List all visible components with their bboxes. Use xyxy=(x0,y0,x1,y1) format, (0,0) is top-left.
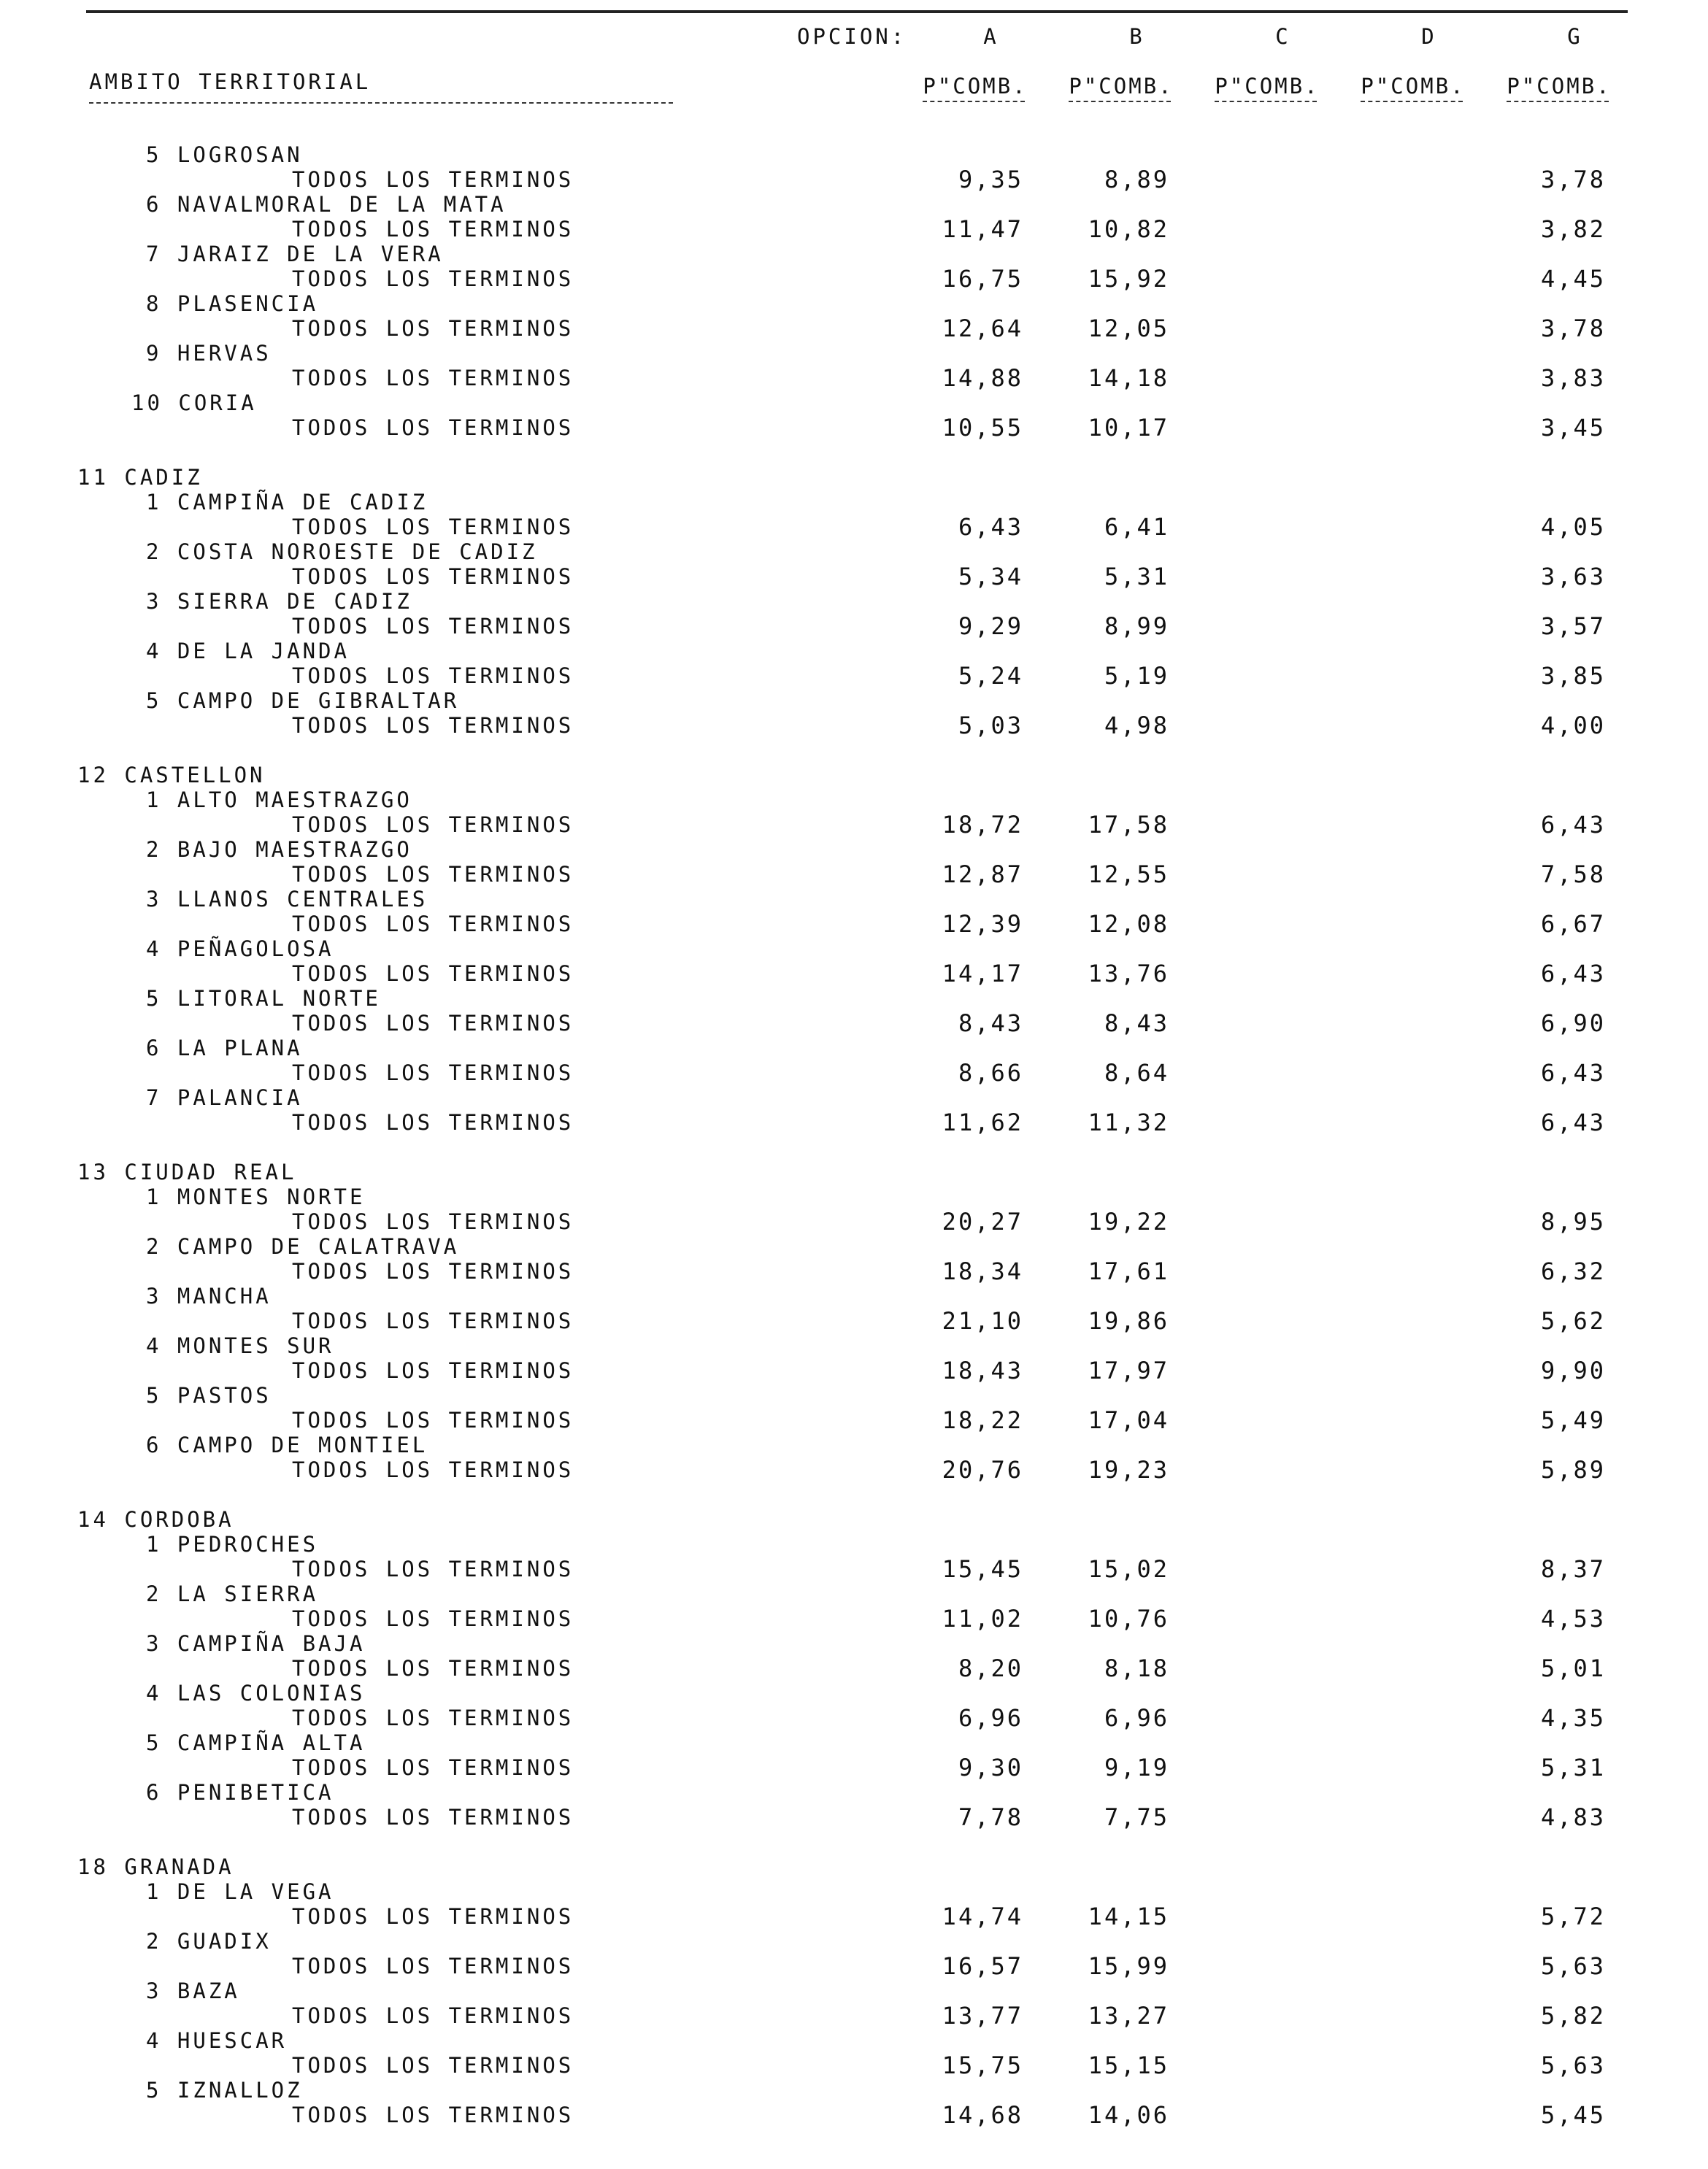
terminos-label: TODOS LOS TERMINOS xyxy=(292,266,574,291)
value-g: 8,37 xyxy=(1540,1555,1606,1583)
terminos-row xyxy=(0,960,1708,987)
column-unit-a: P"COMB. xyxy=(923,74,1028,99)
value-a: 14,68 xyxy=(942,2101,1023,2129)
value-g: 5,89 xyxy=(1540,1456,1606,1484)
comarca-row xyxy=(0,638,1708,664)
terminos-label: TODOS LOS TERMINOS xyxy=(292,1706,574,1730)
value-b: 8,99 xyxy=(1104,612,1169,640)
value-a: 5,34 xyxy=(958,563,1023,590)
province-row xyxy=(0,762,1708,788)
value-a: 15,45 xyxy=(942,1555,1023,1583)
terminos-row xyxy=(0,1953,1708,1979)
terminos-label: TODOS LOS TERMINOS xyxy=(292,1904,574,1929)
value-g: 4,53 xyxy=(1540,1605,1606,1633)
terminos-row xyxy=(0,1060,1708,1086)
value-g: 4,45 xyxy=(1540,265,1606,293)
column-letter-d: D xyxy=(1421,24,1434,49)
comarca-row xyxy=(0,588,1708,615)
terminos-row xyxy=(0,415,1708,441)
value-g: 6,43 xyxy=(1540,960,1606,987)
terminos-label: TODOS LOS TERMINOS xyxy=(292,1656,574,1681)
value-g: 6,43 xyxy=(1540,1059,1606,1087)
terminos-label: TODOS LOS TERMINOS xyxy=(292,1060,574,1085)
value-a: 10,55 xyxy=(942,414,1023,442)
value-a: 9,29 xyxy=(958,612,1023,640)
terminos-row xyxy=(0,166,1708,193)
value-b: 13,27 xyxy=(1088,2002,1169,2030)
terminos-row xyxy=(0,2102,1708,2128)
value-a: 13,77 xyxy=(942,2002,1023,2030)
terminos-label: TODOS LOS TERMINOS xyxy=(292,1755,574,1780)
terminos-label: TODOS LOS TERMINOS xyxy=(292,912,574,936)
comarca-name: 3 LLANOS CENTRALES xyxy=(146,887,428,912)
terminos-row xyxy=(0,812,1708,838)
value-a: 18,72 xyxy=(942,811,1023,839)
value-g: 5,01 xyxy=(1540,1654,1606,1682)
terminos-label: TODOS LOS TERMINOS xyxy=(292,2103,574,2127)
comarca-row xyxy=(0,390,1708,416)
value-b: 14,18 xyxy=(1088,364,1169,392)
province-row xyxy=(0,1159,1708,1185)
comarca-name: 3 MANCHA xyxy=(146,1284,272,1309)
value-g: 3,78 xyxy=(1540,166,1606,193)
terminos-label: TODOS LOS TERMINOS xyxy=(292,1606,574,1631)
terminos-label: TODOS LOS TERMINOS xyxy=(292,515,574,539)
comarca-row xyxy=(0,489,1708,515)
province-name: 18 GRANADA xyxy=(77,1854,234,1879)
value-b: 6,41 xyxy=(1104,513,1169,541)
comarca-name: 7 PALANCIA xyxy=(146,1085,303,1110)
terminos-row xyxy=(0,1357,1708,1384)
comarca-row xyxy=(0,687,1708,714)
column-unit-c: P"COMB. xyxy=(1215,74,1320,99)
value-g: 9,90 xyxy=(1540,1357,1606,1384)
value-b: 7,75 xyxy=(1104,1803,1169,1831)
value-b: 8,18 xyxy=(1104,1654,1169,1682)
value-a: 14,88 xyxy=(942,364,1023,392)
value-g: 6,43 xyxy=(1540,811,1606,839)
comarca-name: 2 CAMPO DE CALATRAVA xyxy=(146,1234,460,1259)
value-b: 10,82 xyxy=(1088,215,1169,243)
terminos-row xyxy=(0,365,1708,391)
comarca-row xyxy=(0,2077,1708,2103)
value-g: 8,95 xyxy=(1540,1208,1606,1236)
value-g: 6,43 xyxy=(1540,1109,1606,1136)
comarca-name: 6 PENIBETICA xyxy=(146,1780,334,1805)
comarca-name: 1 PEDROCHES xyxy=(146,1532,319,1557)
terminos-row xyxy=(0,1010,1708,1036)
comarca-name: 5 LITORAL NORTE xyxy=(146,986,381,1011)
terminos-label: TODOS LOS TERMINOS xyxy=(292,614,574,639)
comarca-name: 8 PLASENCIA xyxy=(146,291,319,316)
terminos-label: TODOS LOS TERMINOS xyxy=(292,961,574,986)
terminos-row xyxy=(0,1308,1708,1334)
terminos-label: TODOS LOS TERMINOS xyxy=(292,564,574,589)
column-unit-g: P"COMB. xyxy=(1507,74,1612,99)
value-a: 5,24 xyxy=(958,662,1023,690)
value-b: 6,96 xyxy=(1104,1704,1169,1732)
terminos-label: TODOS LOS TERMINOS xyxy=(292,2053,574,2078)
comarca-row xyxy=(0,836,1708,863)
value-g: 5,45 xyxy=(1540,2101,1606,2129)
terminos-label: TODOS LOS TERMINOS xyxy=(292,1408,574,1433)
value-a: 14,17 xyxy=(942,960,1023,987)
comarca-row xyxy=(0,340,1708,366)
terminos-label: TODOS LOS TERMINOS xyxy=(292,1011,574,1036)
terminos-label: TODOS LOS TERMINOS xyxy=(292,1209,574,1234)
comarca-row xyxy=(0,2027,1708,2054)
comarca-name: 1 DE LA VEGA xyxy=(146,1879,334,1904)
comarca-row xyxy=(0,1382,1708,1409)
value-b: 5,19 xyxy=(1104,662,1169,690)
comarca-name: 4 HUESCAR xyxy=(146,2028,288,2053)
value-a: 20,27 xyxy=(942,1208,1023,1236)
terminos-row xyxy=(0,514,1708,540)
terminos-label: TODOS LOS TERMINOS xyxy=(292,415,574,440)
value-b: 14,06 xyxy=(1088,2101,1169,2129)
value-b: 19,86 xyxy=(1088,1307,1169,1335)
opcion-label: OPCION: xyxy=(797,24,907,49)
value-a: 8,66 xyxy=(958,1059,1023,1087)
comarca-row xyxy=(0,1233,1708,1260)
comarca-row xyxy=(0,191,1708,217)
value-b: 17,61 xyxy=(1088,1257,1169,1285)
comarca-row xyxy=(0,290,1708,317)
terminos-row xyxy=(0,1109,1708,1136)
terminos-row xyxy=(0,1705,1708,1731)
comarca-name: 4 PEÑAGOLOSA xyxy=(146,936,334,961)
value-g: 5,63 xyxy=(1540,2052,1606,2079)
value-g: 7,58 xyxy=(1540,860,1606,888)
value-g: 5,49 xyxy=(1540,1406,1606,1434)
comarca-name: 9 HERVAS xyxy=(146,341,272,366)
comarca-row xyxy=(0,1779,1708,1806)
value-a: 7,78 xyxy=(958,1803,1023,1831)
value-b: 13,76 xyxy=(1088,960,1169,987)
comarca-name: 6 LA PLANA xyxy=(146,1036,303,1060)
value-g: 6,90 xyxy=(1540,1009,1606,1037)
terminos-label: TODOS LOS TERMINOS xyxy=(292,1457,574,1482)
column-letter-c: C xyxy=(1275,24,1288,49)
value-a: 8,43 xyxy=(958,1009,1023,1037)
value-g: 3,83 xyxy=(1540,364,1606,392)
comarca-name: 4 DE LA JANDA xyxy=(146,639,350,663)
column-letter-b: B xyxy=(1129,24,1142,49)
comarca-name: 7 JARAIZ DE LA VERA xyxy=(146,242,444,266)
value-b: 19,22 xyxy=(1088,1208,1169,1236)
value-b: 12,55 xyxy=(1088,860,1169,888)
province-row xyxy=(0,1854,1708,1880)
value-b: 8,89 xyxy=(1104,166,1169,193)
comarca-row xyxy=(0,1333,1708,1359)
value-b: 10,76 xyxy=(1088,1605,1169,1633)
terminos-label: TODOS LOS TERMINOS xyxy=(292,713,574,738)
province-name: 13 CIUDAD REAL xyxy=(77,1160,297,1184)
value-b: 12,05 xyxy=(1088,315,1169,342)
province-name: 14 CORDOBA xyxy=(77,1507,234,1532)
value-g: 5,31 xyxy=(1540,1754,1606,1781)
value-a: 15,75 xyxy=(942,2052,1023,2079)
value-g: 3,63 xyxy=(1540,563,1606,590)
comarca-row xyxy=(0,1730,1708,1756)
terminos-row xyxy=(0,861,1708,887)
comarca-name: 5 LOGROSAN xyxy=(146,142,303,167)
terminos-row xyxy=(0,1209,1708,1235)
value-g: 3,57 xyxy=(1540,612,1606,640)
value-g: 4,00 xyxy=(1540,712,1606,739)
value-a: 12,39 xyxy=(942,910,1023,938)
value-b: 12,08 xyxy=(1088,910,1169,938)
column-unit-d: P"COMB. xyxy=(1361,74,1466,99)
value-a: 20,76 xyxy=(942,1456,1023,1484)
comarca-name: 6 CAMPO DE MONTIEL xyxy=(146,1433,428,1457)
province-row xyxy=(0,1506,1708,1533)
terminos-row xyxy=(0,1407,1708,1433)
ambito-title: AMBITO TERRITORIAL xyxy=(89,69,372,94)
comarca-row xyxy=(0,1531,1708,1557)
terminos-row xyxy=(0,1655,1708,1681)
value-a: 18,34 xyxy=(942,1257,1023,1285)
value-a: 11,62 xyxy=(942,1109,1023,1136)
comarca-row xyxy=(0,1432,1708,1458)
value-a: 6,43 xyxy=(958,513,1023,541)
comarca-name: 2 BAJO MAESTRAZGO xyxy=(146,837,412,862)
value-g: 4,35 xyxy=(1540,1704,1606,1732)
value-g: 6,67 xyxy=(1540,910,1606,938)
terminos-label: TODOS LOS TERMINOS xyxy=(292,1805,574,1830)
terminos-row xyxy=(0,266,1708,292)
value-g: 5,63 xyxy=(1540,1952,1606,1980)
terminos-label: TODOS LOS TERMINOS xyxy=(292,167,574,192)
terminos-label: TODOS LOS TERMINOS xyxy=(292,1110,574,1135)
value-a: 14,74 xyxy=(942,1903,1023,1930)
comarca-row xyxy=(0,1630,1708,1657)
comarca-row xyxy=(0,539,1708,565)
terminos-row xyxy=(0,1457,1708,1483)
comarca-name: 3 CAMPIÑA BAJA xyxy=(146,1631,366,1656)
column-letter-a: A xyxy=(983,24,996,49)
comarca-name: 2 LA SIERRA xyxy=(146,1582,319,1606)
value-b: 4,98 xyxy=(1104,712,1169,739)
comarca-name: 2 COSTA NOROESTE DE CADIZ xyxy=(146,539,538,564)
comarca-name: 3 SIERRA DE CADIZ xyxy=(146,589,412,614)
value-b: 17,04 xyxy=(1088,1406,1169,1434)
terminos-label: TODOS LOS TERMINOS xyxy=(292,812,574,837)
terminos-row xyxy=(0,663,1708,689)
value-b: 8,43 xyxy=(1104,1009,1169,1037)
comarca-row xyxy=(0,886,1708,912)
comarca-name: 1 CAMPIÑA DE CADIZ xyxy=(146,490,428,515)
terminos-row xyxy=(0,1556,1708,1582)
value-g: 6,32 xyxy=(1540,1257,1606,1285)
comarca-row xyxy=(0,1978,1708,2004)
province-name: 12 CASTELLON xyxy=(77,763,266,787)
terminos-label: TODOS LOS TERMINOS xyxy=(292,1259,574,1284)
comarca-name: 1 ALTO MAESTRAZGO xyxy=(146,787,412,812)
value-a: 8,20 xyxy=(958,1654,1023,1682)
value-g: 3,78 xyxy=(1540,315,1606,342)
value-b: 17,97 xyxy=(1088,1357,1169,1384)
comarca-row xyxy=(0,1680,1708,1706)
terminos-label: TODOS LOS TERMINOS xyxy=(292,366,574,390)
value-g: 5,82 xyxy=(1540,2002,1606,2030)
comarca-name: 3 BAZA xyxy=(146,1979,240,2003)
value-b: 15,99 xyxy=(1088,1952,1169,1980)
value-a: 12,64 xyxy=(942,315,1023,342)
comarca-name: 5 IZNALLOZ xyxy=(146,2078,303,2103)
value-a: 11,02 xyxy=(942,1605,1023,1633)
value-a: 16,57 xyxy=(942,1952,1023,1980)
comarca-row xyxy=(0,787,1708,813)
value-a: 6,96 xyxy=(958,1704,1023,1732)
comarca-name: 6 NAVALMORAL DE LA MATA xyxy=(146,192,507,217)
comarca-row xyxy=(0,1184,1708,1210)
value-g: 5,62 xyxy=(1540,1307,1606,1335)
value-b: 5,31 xyxy=(1104,563,1169,590)
province-row xyxy=(0,464,1708,490)
value-b: 10,17 xyxy=(1088,414,1169,442)
comarca-row xyxy=(0,1035,1708,1061)
value-a: 12,87 xyxy=(942,860,1023,888)
terminos-row xyxy=(0,1903,1708,1930)
comarca-row xyxy=(0,936,1708,962)
terminos-row xyxy=(0,2003,1708,2029)
column-unit-b: P"COMB. xyxy=(1069,74,1174,99)
comarca-row xyxy=(0,1581,1708,1607)
value-g: 5,72 xyxy=(1540,1903,1606,1930)
value-g: 3,45 xyxy=(1540,414,1606,442)
comarca-row xyxy=(0,241,1708,267)
value-g: 4,05 xyxy=(1540,513,1606,541)
value-a: 21,10 xyxy=(942,1307,1023,1335)
terminos-label: TODOS LOS TERMINOS xyxy=(292,862,574,887)
comarca-name: 5 CAMPO DE GIBRALTAR xyxy=(146,688,460,713)
terminos-row xyxy=(0,1754,1708,1781)
value-g: 4,83 xyxy=(1540,1803,1606,1831)
comarca-name: 10 CORIA xyxy=(131,390,257,415)
comarca-row xyxy=(0,1879,1708,1905)
comarca-row xyxy=(0,985,1708,1012)
value-b: 15,02 xyxy=(1088,1555,1169,1583)
comarca-name: 5 PASTOS xyxy=(146,1383,272,1408)
value-b: 15,92 xyxy=(1088,265,1169,293)
value-a: 11,47 xyxy=(942,215,1023,243)
value-b: 9,19 xyxy=(1104,1754,1169,1781)
terminos-row xyxy=(0,712,1708,739)
terminos-row xyxy=(0,563,1708,590)
terminos-label: TODOS LOS TERMINOS xyxy=(292,1309,574,1333)
value-b: 8,64 xyxy=(1104,1059,1169,1087)
value-b: 19,23 xyxy=(1088,1456,1169,1484)
terminos-row xyxy=(0,1606,1708,1632)
terminos-row xyxy=(0,315,1708,342)
terminos-row xyxy=(0,2052,1708,2079)
province-name: 11 CADIZ xyxy=(77,465,203,490)
value-g: 3,85 xyxy=(1540,662,1606,690)
comarca-name: 4 LAS COLONIAS xyxy=(146,1681,366,1706)
value-b: 17,58 xyxy=(1088,811,1169,839)
terminos-row xyxy=(0,1258,1708,1284)
terminos-label: TODOS LOS TERMINOS xyxy=(292,217,574,242)
value-a: 9,35 xyxy=(958,166,1023,193)
value-a: 18,22 xyxy=(942,1406,1023,1434)
terminos-label: TODOS LOS TERMINOS xyxy=(292,2003,574,2028)
value-a: 18,43 xyxy=(942,1357,1023,1384)
value-a: 9,30 xyxy=(958,1754,1023,1781)
comarca-row xyxy=(0,1928,1708,1954)
terminos-label: TODOS LOS TERMINOS xyxy=(292,1557,574,1582)
terminos-row xyxy=(0,911,1708,937)
value-b: 14,15 xyxy=(1088,1903,1169,1930)
comarca-name: 1 MONTES NORTE xyxy=(146,1184,366,1209)
comarca-row xyxy=(0,1084,1708,1111)
comarca-name: 4 MONTES SUR xyxy=(146,1333,334,1358)
value-g: 3,82 xyxy=(1540,215,1606,243)
terminos-label: TODOS LOS TERMINOS xyxy=(292,1954,574,1979)
terminos-row xyxy=(0,1804,1708,1830)
terminos-row xyxy=(0,216,1708,242)
comarca-name: 5 CAMPIÑA ALTA xyxy=(146,1730,366,1755)
comarca-row xyxy=(0,142,1708,168)
value-b: 15,15 xyxy=(1088,2052,1169,2079)
terminos-label: TODOS LOS TERMINOS xyxy=(292,663,574,688)
comarca-row xyxy=(0,1283,1708,1309)
terminos-label: TODOS LOS TERMINOS xyxy=(292,316,574,341)
value-b: 11,32 xyxy=(1088,1109,1169,1136)
value-a: 5,03 xyxy=(958,712,1023,739)
terminos-label: TODOS LOS TERMINOS xyxy=(292,1358,574,1383)
value-a: 16,75 xyxy=(942,265,1023,293)
column-letter-g: G xyxy=(1567,24,1580,49)
terminos-row xyxy=(0,613,1708,639)
comarca-name: 2 GUADIX xyxy=(146,1929,272,1954)
